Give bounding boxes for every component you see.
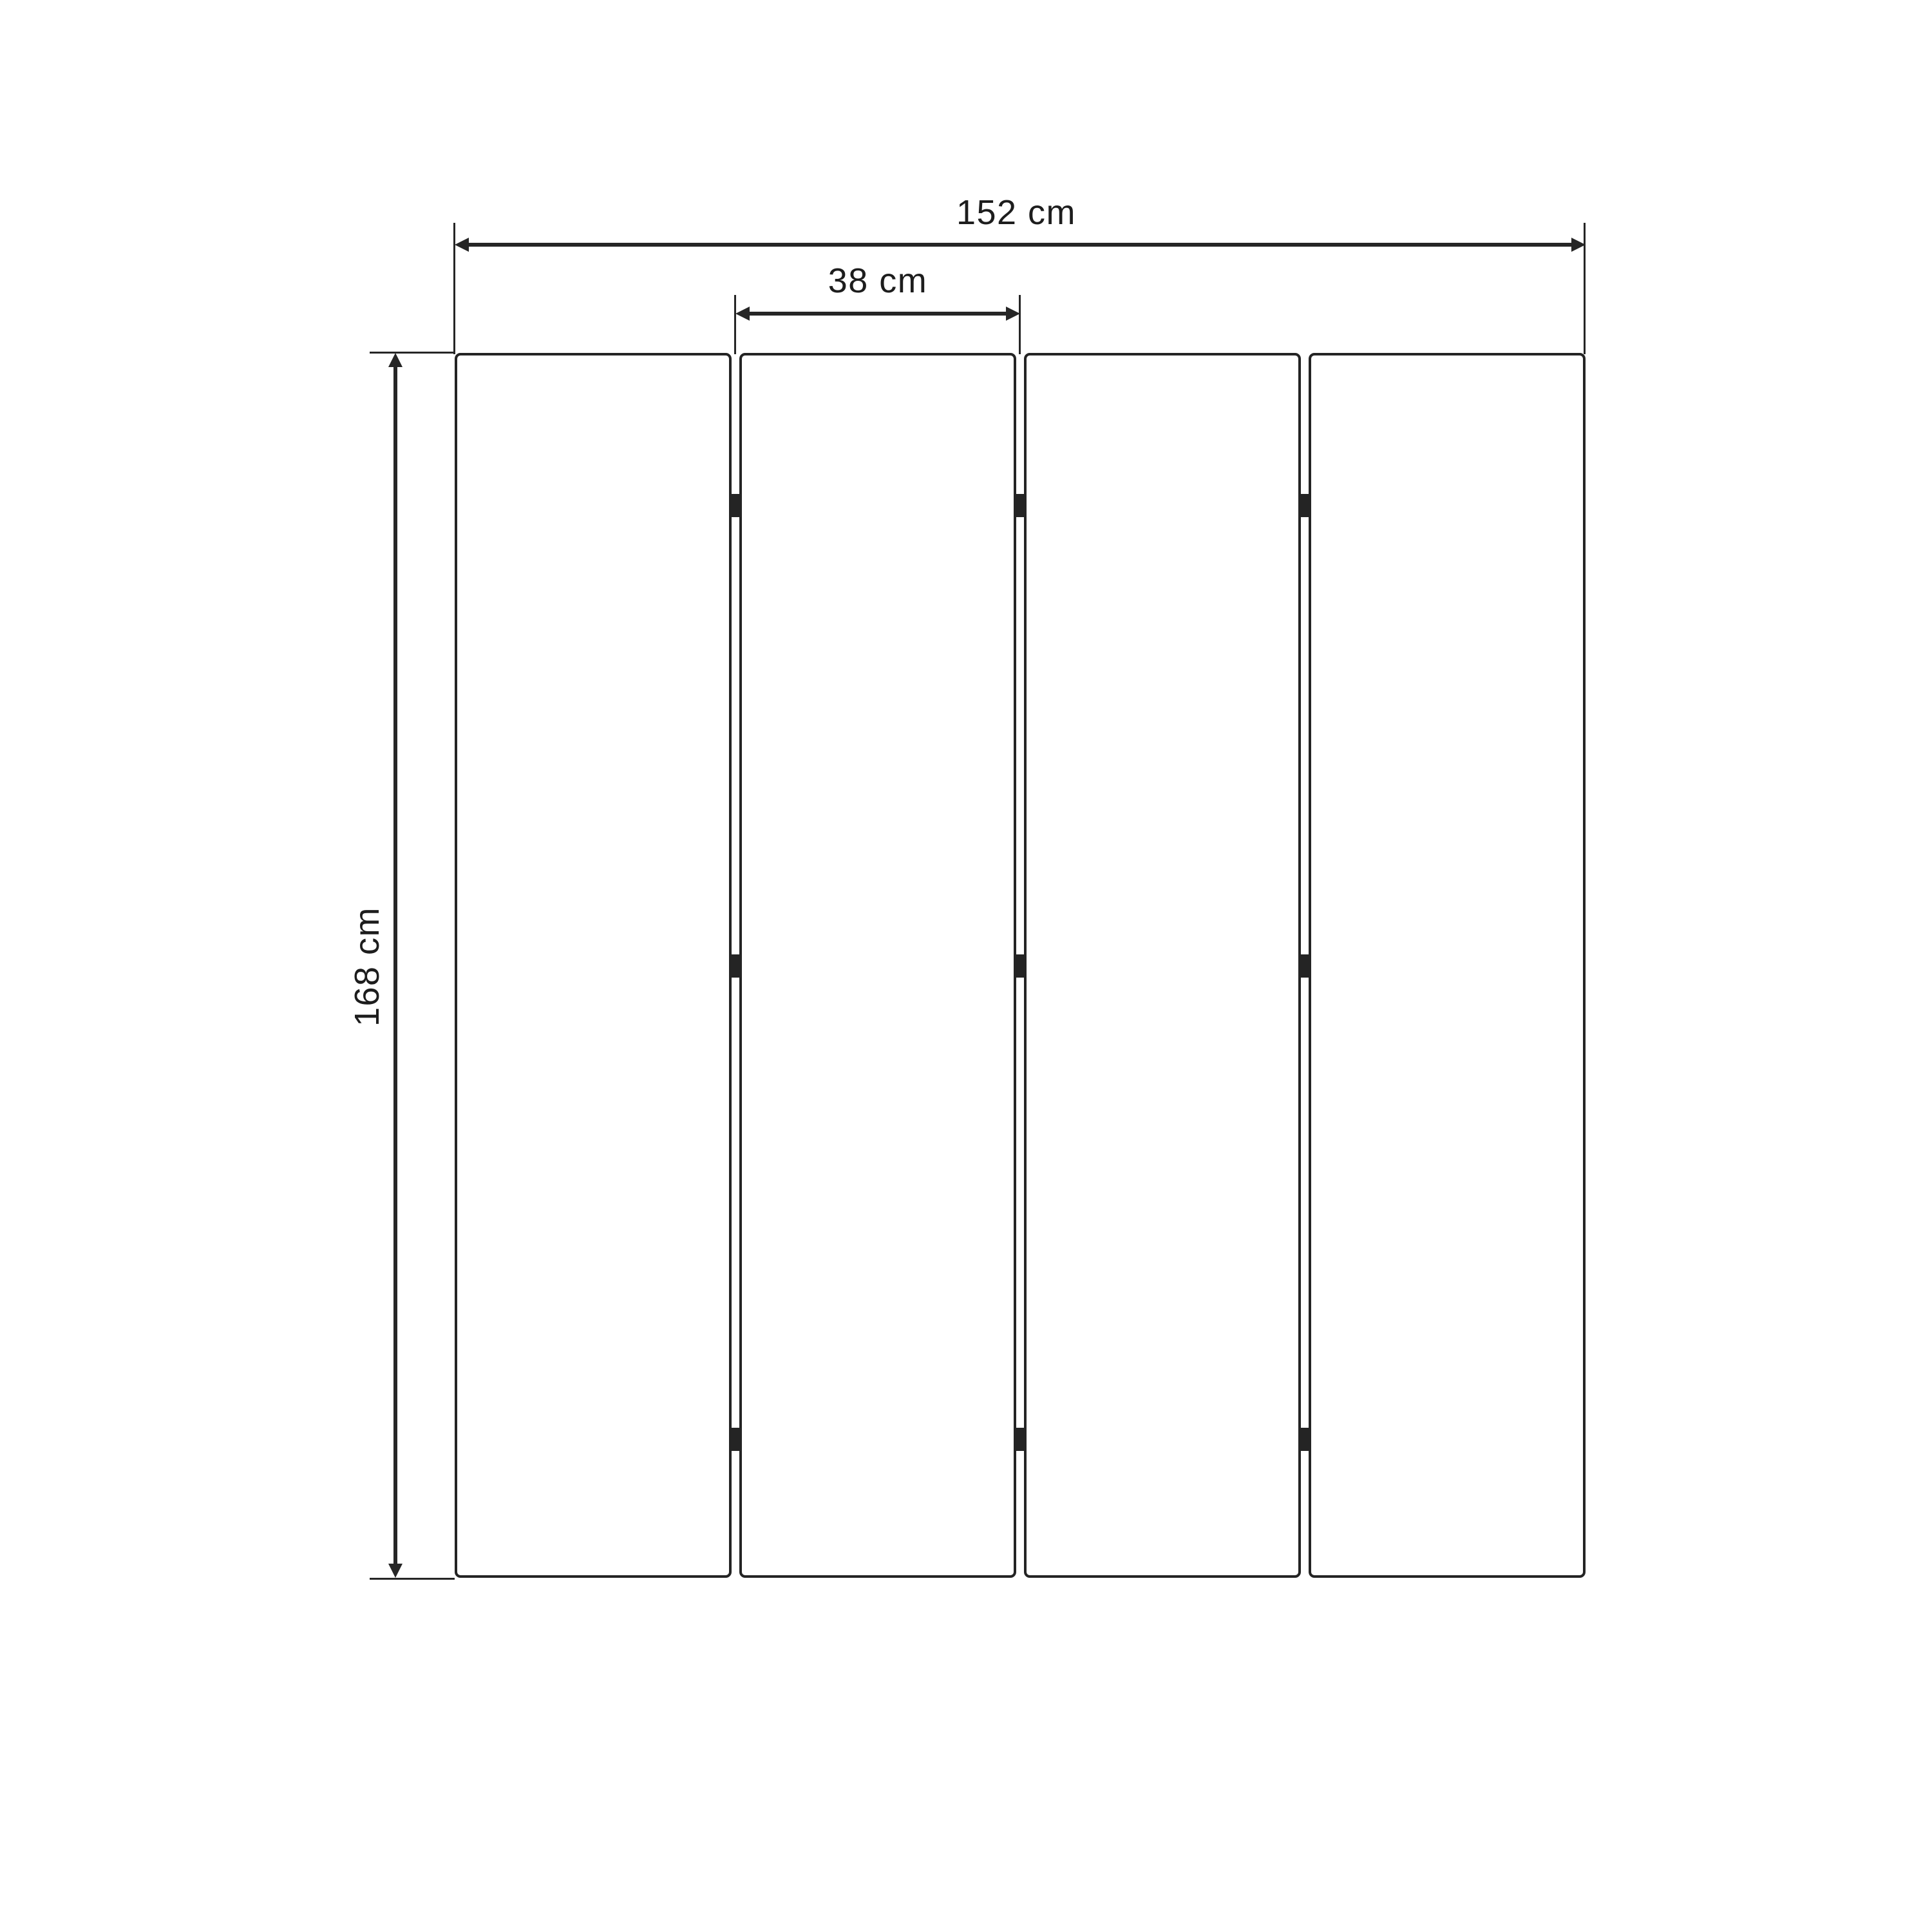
- height-label: 168 cm: [348, 906, 386, 1027]
- dimension-line-height: [393, 362, 397, 1570]
- panel-4: [1309, 353, 1586, 1578]
- hinge-icon: [1015, 954, 1025, 978]
- extension-tick-height-bottom: [370, 1578, 455, 1580]
- arrowhead-up-icon: [388, 353, 402, 367]
- hinge-icon: [730, 1428, 741, 1451]
- hinge-icon: [1015, 494, 1025, 517]
- arrowhead-right-icon: [1571, 238, 1586, 252]
- arrowhead-right-icon: [1006, 307, 1020, 321]
- hinge-icon: [1300, 954, 1310, 978]
- arrowhead-left-icon: [735, 307, 750, 321]
- dimension-line-panel-width: [743, 312, 1012, 316]
- panel-1: [455, 353, 732, 1578]
- hinge-icon: [1015, 1428, 1025, 1451]
- panel-2: [739, 353, 1016, 1578]
- total-width-label: 152 cm: [956, 193, 1077, 232]
- arrowhead-down-icon: [388, 1564, 402, 1578]
- panel-width-label: 38 cm: [828, 261, 928, 300]
- panel-3: [1024, 353, 1301, 1578]
- extension-line-panel-width-left: [734, 295, 736, 354]
- arrowhead-left-icon: [455, 238, 469, 252]
- hinge-icon: [1300, 494, 1310, 517]
- hinge-icon: [730, 494, 741, 517]
- extension-tick-height-top: [370, 352, 455, 354]
- dimension-line-total-width: [462, 243, 1577, 247]
- hinge-icon: [1300, 1428, 1310, 1451]
- extension-line-panel-width-right: [1019, 295, 1021, 354]
- hinge-icon: [730, 954, 741, 978]
